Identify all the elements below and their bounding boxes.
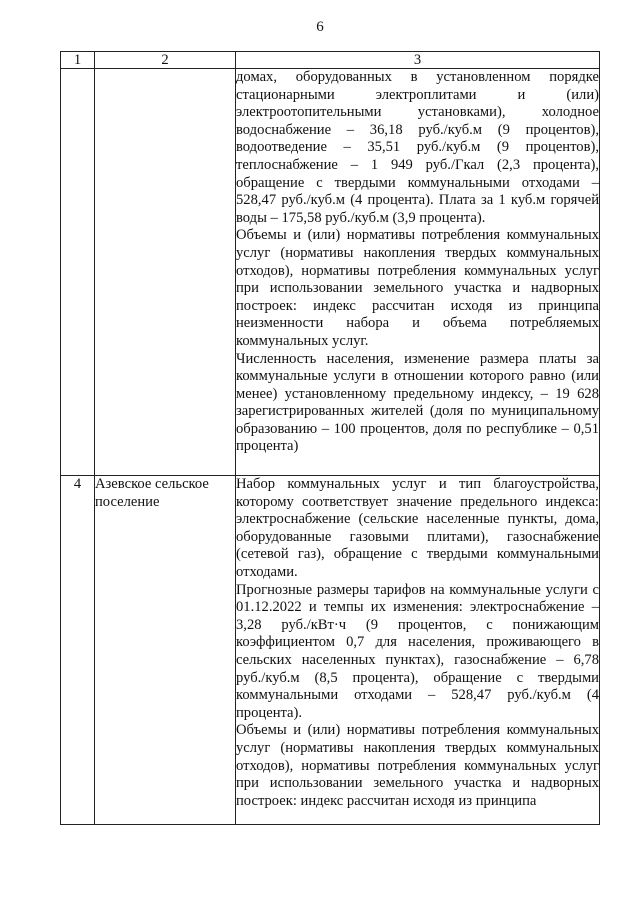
table-row (61, 476, 600, 825)
content-paragraph: домах, оборудованных в установленном порядке стационарными электроплитами и (или) электроотопительными установками), холодное водоснабжение – 36,18 руб./куб.м (9 процентов), водоотведение – 35,51 руб./куб.м (9 процентов), теплоснабжение – 1 949 руб./Гкал (2,3 процента), обращение с твердыми коммунальными отходами – 528,47 руб./куб.м (4 процента). Плата за 1 куб.м горячей воды – 175,58 руб./куб.м (3,9 процента). (236, 69, 599, 226)
table-row (61, 69, 600, 476)
row-content (236, 476, 600, 825)
row-number: 4 (61, 476, 95, 825)
tariff-table (60, 51, 600, 825)
content-paragraph: Численность населения, изменение размера платы за коммунальные услуги в отношении которого равно (или менее) установленному предельному индексу, – 19 628 зарегистрированных жителей (доля по муниципальному образованию – 100 процентов, доля по республике – 0,51 процента) (236, 350, 599, 455)
row-content (236, 69, 600, 476)
content-paragraph: Объемы и (или) нормативы потребления коммунальных услуг (нормативы накопления твердых коммунальных отходов), нормативы потребления коммунальных услуг при использовании земельного участка и надворных построек: индекс рассчитан исходя из принципа неизменности набора и объема потребляемых коммунальных услуг. (236, 227, 599, 349)
page-number: 6 (316, 19, 324, 35)
municipality-name: Азевское сельское поселение (95, 476, 236, 825)
row-number (61, 69, 95, 476)
table-header-row (61, 52, 600, 69)
content-paragraph: Прогнозные размеры тарифов на коммунальные услуги с 01.12.2022 и темпы их изменения: электроснабжение – 3,28 руб./кВт·ч (9 процентов, с понижающим коэффициентом 0,7 для населения, проживающего в сельских населенных пунктах), газоснабжение – 6,78 руб./куб.м (8,5 процента), обращение с твердыми коммунальными отходами – 528,47 руб./куб.м (4 процента). (236, 581, 599, 721)
header-col-3: 3 (236, 52, 600, 69)
municipality-name (95, 69, 236, 476)
header-col-1: 1 (61, 52, 95, 69)
header-col-2: 2 (95, 52, 236, 69)
content-paragraph: Набор коммунальных услуг и тип благоустройства, которому соответствует значение предельного индекса: электроснабжение (сельские населенные пункты, дома, оборудованные газовыми плитами), газоснабжение (сетевой газ), обращение с твердыми коммунальными отходами. (236, 476, 599, 580)
content-paragraph: Объемы и (или) нормативы потребления коммунальных услуг (нормативы накопления твердых коммунальных отходов), нормативы потребления коммунальных услуг при использовании земельного участка и надворных построек: индекс рассчитан исходя из принципа (236, 722, 599, 809)
